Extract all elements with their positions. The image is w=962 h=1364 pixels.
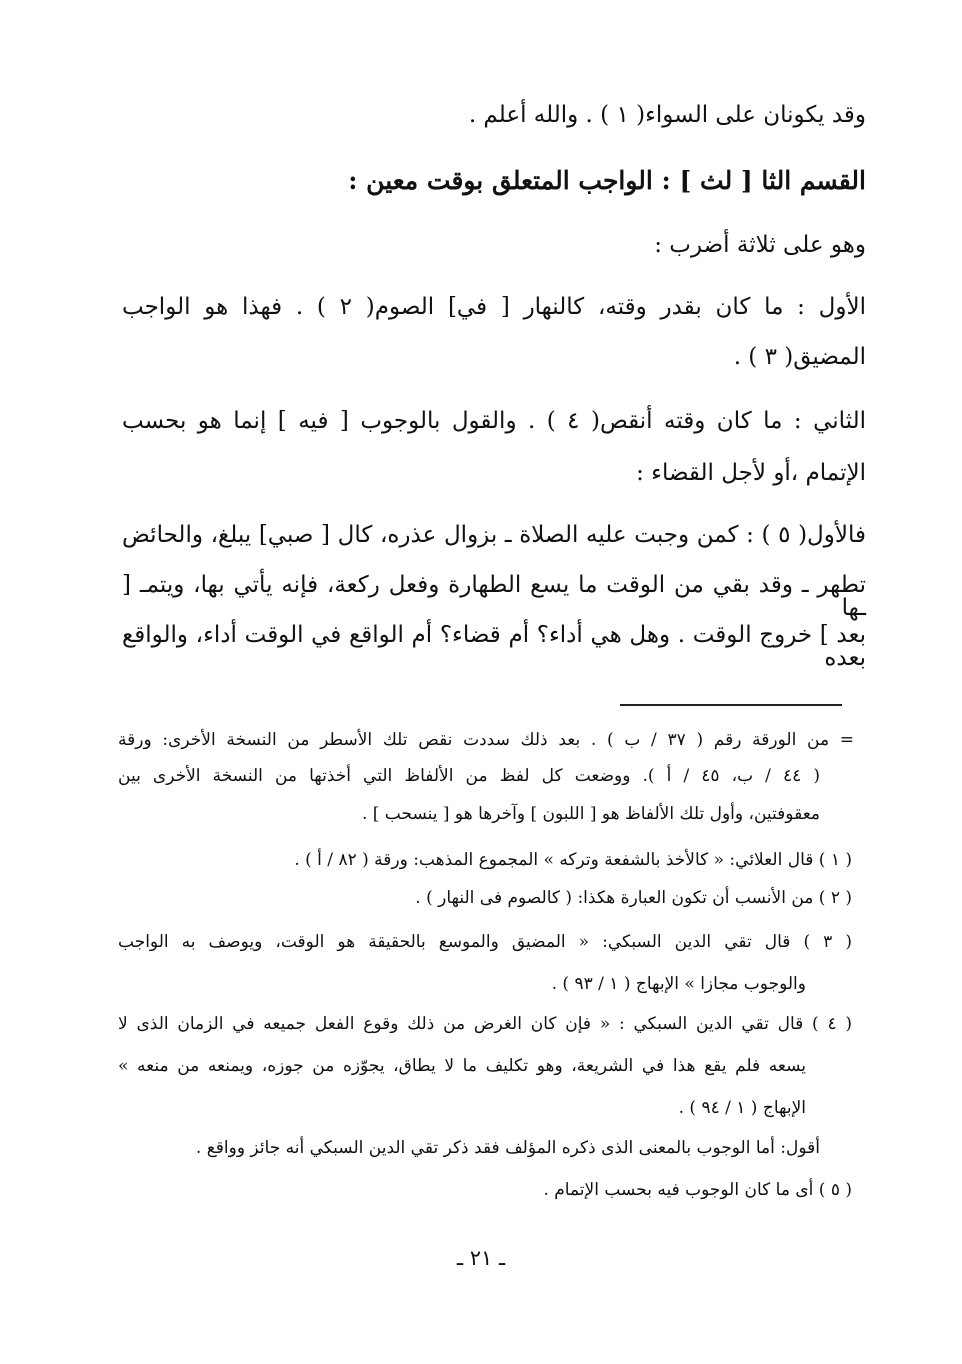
main-text-line-5: المضيق( ٣ ) . [733,344,866,370]
footnote-3-line-2: والوجوب مجازا » الإبهاج ( ١ / ٩٣ ) . [551,974,806,994]
footnote-4-line-3: الإبهاج ( ١ / ٩٤ ) . [678,1098,806,1118]
footnote-4-line-1: ( ٤ ) قال تقي الدين السبكي : « فإن كان الغرض من ذلك وقوع الفعل جميعه في الزمان الذى لا [118,1014,852,1034]
footnote-4-line-4: أقول: أما الوجوب بالمعنى الذى ذكره المؤلف فقد ذكر تقي الدين السبكي أنه جائز وواقع . [195,1138,820,1158]
section-heading: القسم الثا [ لث ] : الواجب المتعلق بوقت معين : [348,166,866,195]
footnote-divider [620,704,842,706]
footnote-2: ( ٢ ) من الأنسب أن تكون العبارة هكذا: ( كالصوم فى النهار ) . [415,888,852,908]
footnote-continuation-line-1: = من الورقة رقم ( ٣٧ / ب ) . بعد ذلك سددت نقص تلك الأسطر من النسخة الأخرى: ورقة [118,730,855,750]
footnote-5: ( ٥ ) أى ما كان الوجوب فيه بحسب الإتمام . [543,1180,852,1200]
main-text-line-1: وقد يكونان على السواء( ١ ) . والله أعلم . [468,102,866,128]
footnote-4-line-2: يسعه فلم يقع هذا في الشريعة، وهو تكليف ما لا يطاق، يجوّزه من جوزه، ويمنعه من منعه » [118,1056,806,1076]
page-number: ـ ٢١ ـ [456,1246,506,1270]
main-text-line-3: وهو على ثلاثة أضرب : [654,232,866,258]
main-text-line-6: الثاني : ما كان وقته أنقص( ٤ ) . والقول بالوجوب [ فيه ] إنما هو بحسب [122,408,866,434]
main-text-line-4: الأول : ما كان بقدر وقته، كالنهار [ في] الصوم( ٢ ) . فهذا هو الواجب [122,294,866,320]
footnote-continuation-line-2: ( ٤٤ / ب، ٤٥ / أ ). ووضعت كل لفظ من الألفاظ التي أخذتها من النسخة الأخرى بين [118,766,820,786]
main-text-line-9: تطهر ـ وقد بقي من الوقت ما يسع الطهارة وفعل ركعة، فإنه يأتي بها، ويتمـ [ ـها [122,572,866,621]
main-text-line-7: الإتمام ،أو لأجل القضاء : [636,460,866,486]
footnote-continuation-line-3: معقوفتين، وأول تلك الألفاظ هو [ اللبون ] وآخرها هو [ ينسحب ] . [361,804,820,824]
footnote-1: ( ١ ) قال العلائي: « كالأخذ بالشفعة وتركه » المجموع المذهب: ورقة ( ٨٢ / أ ) . [294,850,852,870]
footnote-3-line-1: ( ٣ ) قال تقي الدين السبكي: « المضيق والموسع بالحقيقة هو الوقت، ويوصف به الواجب [118,932,852,952]
main-text-line-8: فالأول( ٥ ) : كمن وجبت عليه الصلاة ـ بزوال عذره، كال [ صبي] يبلغ، والحائض [122,522,866,548]
main-text-line-10: بعد ] خروج الوقت . وهل هي أداء؟ أم قضاء؟ أم الواقع في الوقت أداء، والواقع بعده [122,622,866,671]
